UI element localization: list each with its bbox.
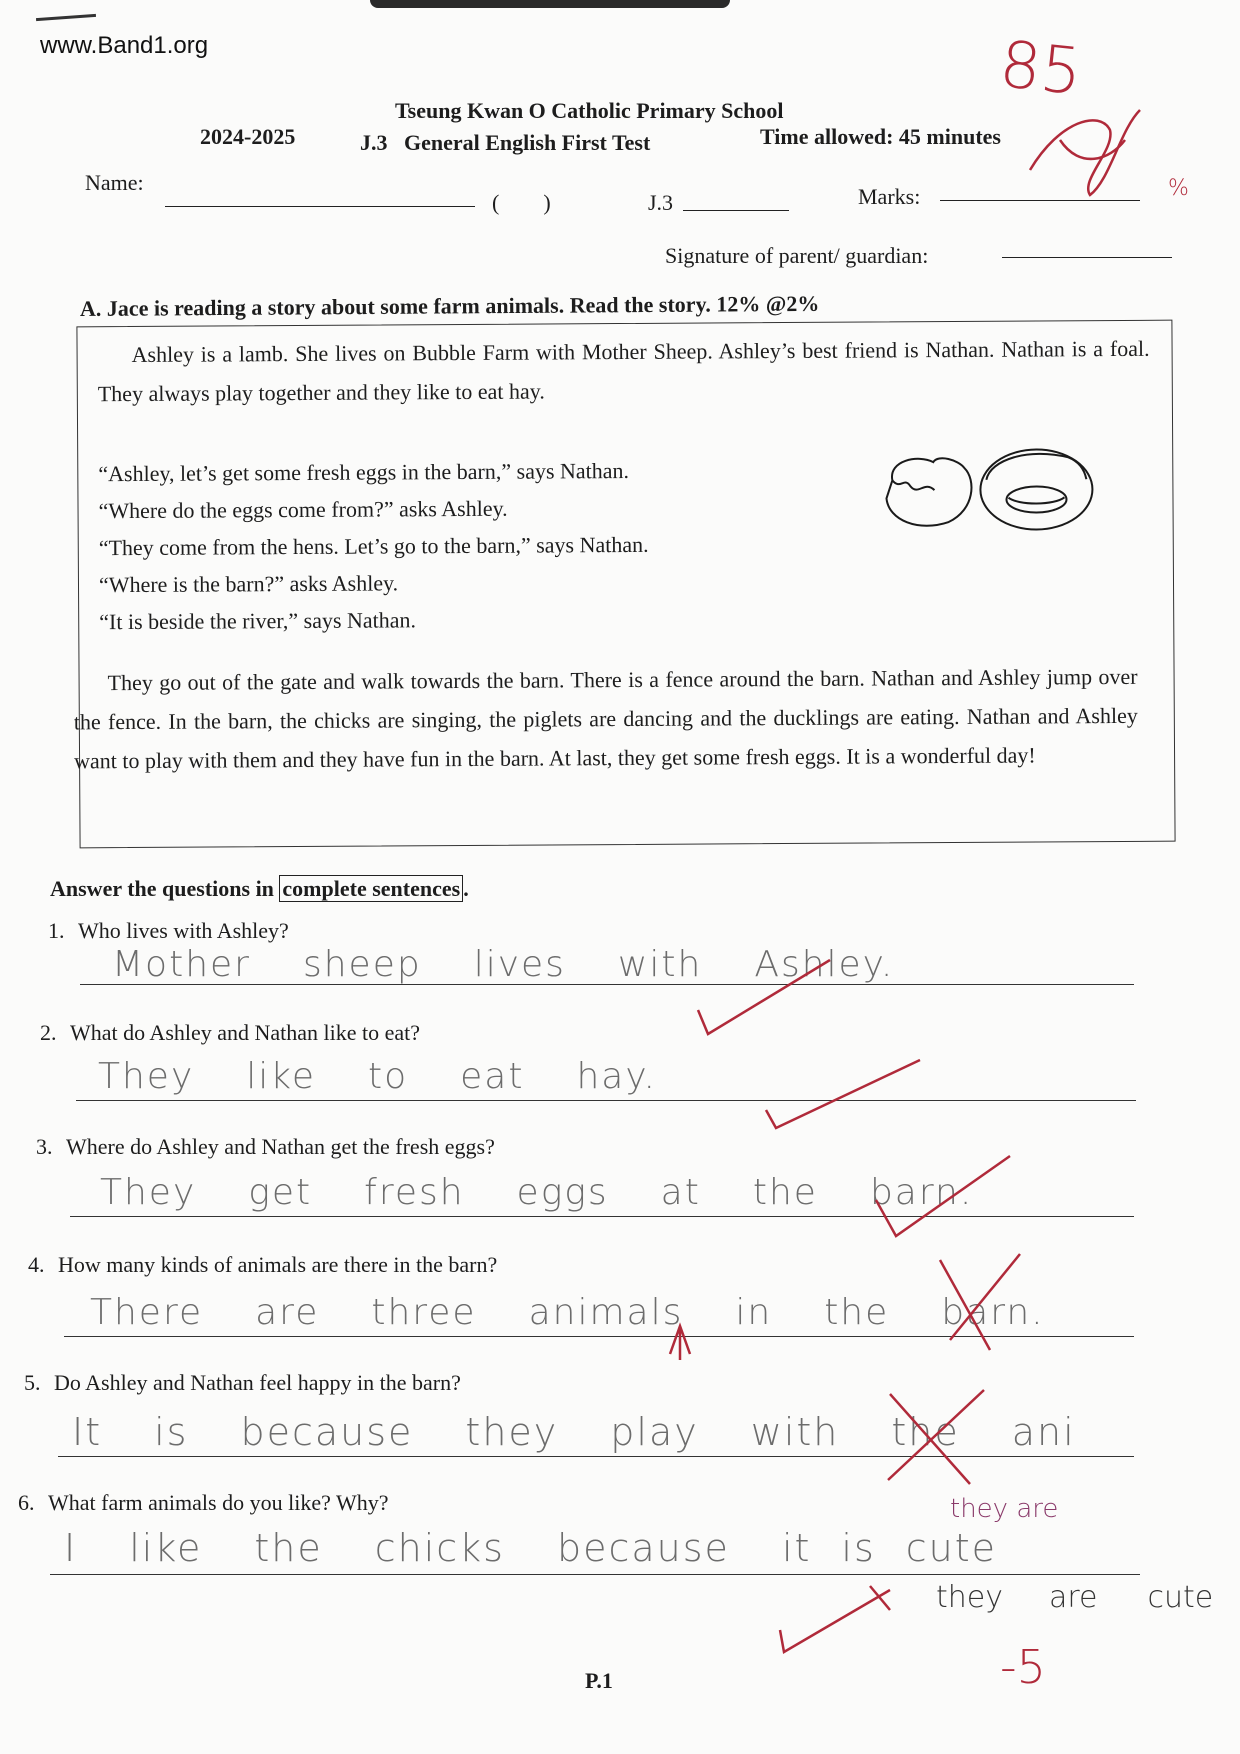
question-number: 1. — [48, 918, 65, 943]
check-mark — [760, 1054, 930, 1134]
cross-mark — [880, 1384, 1000, 1494]
answer-word: like — [246, 1056, 316, 1097]
answer-6 — [64, 1526, 997, 1570]
marks-label: Marks: — [858, 184, 921, 209]
question-3 — [36, 1134, 495, 1160]
dialogue-line: “They come from the hens. Let’s go to the barn,” says Nathan. — [98, 531, 649, 561]
answer-word: because — [556, 1526, 730, 1570]
scan-mark — [36, 14, 96, 21]
time-allowed: Time allowed: 45 minutes — [760, 124, 1001, 149]
answer-word: It — [72, 1410, 103, 1454]
check-mark — [870, 1150, 1020, 1240]
answer-line[interactable] — [50, 1574, 1140, 1575]
answer-word: with — [750, 1410, 840, 1454]
answer-word: get — [248, 1172, 313, 1213]
answer-word: at — [660, 1172, 701, 1213]
class-field[interactable] — [683, 210, 789, 211]
dialogue-line: “Where do the eggs come from?” asks Ashley. — [98, 495, 508, 524]
correction-insert: they are — [950, 1494, 1059, 1524]
answer-word: animals — [528, 1292, 684, 1333]
answer-word: They — [98, 1056, 195, 1097]
answer-word: fresh — [364, 1172, 465, 1213]
answer-word: barn. — [869, 1172, 974, 1213]
answer-word: are — [255, 1292, 320, 1333]
question-number: 4. — [28, 1252, 45, 1277]
signature-label: Signature of parent/ guardian: — [665, 243, 929, 268]
name-label: Name: — [85, 170, 144, 195]
instruction-end: . — [463, 876, 469, 901]
answer-word: hay. — [576, 1056, 657, 1097]
answer-word: the — [752, 1172, 818, 1213]
answer-word: to — [367, 1056, 409, 1097]
question-5 — [24, 1370, 461, 1396]
answer-word: is — [841, 1526, 876, 1570]
dialogue-line: “Ashley, let’s get some fresh eggs in the barn,” says Nathan. — [98, 457, 630, 487]
answer-word: eat — [460, 1056, 525, 1097]
answer-word: like — [129, 1526, 203, 1570]
check-mark — [770, 1580, 910, 1660]
answer-word: chicks — [374, 1526, 505, 1570]
insert-caret — [666, 1320, 696, 1360]
question-text: What farm animals do you like? Why? — [48, 1490, 389, 1515]
instruction — [50, 876, 469, 902]
section-a-title: A. Jace is reading a story about some farm animals. Read the story. 12% @2% — [79, 290, 820, 321]
question-4 — [28, 1252, 497, 1278]
answer-word: the — [891, 1410, 960, 1454]
dialogue-line: “It is beside the river,” says Nathan. — [99, 607, 417, 635]
story-box — [73, 320, 1175, 849]
answer-line[interactable] — [76, 1100, 1136, 1101]
question-text: What do Ashley and Nathan like to eat? — [70, 1020, 421, 1045]
answer-word: three — [371, 1292, 477, 1333]
answer-word: cute — [905, 1526, 998, 1570]
answer-word: Mother — [112, 944, 251, 985]
school-name: Tseung Kwan O Catholic Primary School — [395, 98, 784, 123]
question-1 — [48, 918, 289, 944]
story-paragraph-1: Ashley is a lamb. She lives on Bubble Farm with Mother Sheep. Ashley’s best friend is Nathan. Nathan is a foal. They always play together and they like to eat hay. — [97, 335, 1150, 407]
question-text: How many kinds of animals are there in the barn? — [58, 1252, 498, 1277]
answer-word: it — [781, 1526, 812, 1570]
answer-word: is — [154, 1410, 189, 1454]
answer-word: barn. — [941, 1292, 1045, 1333]
question-text: Do Ashley and Nathan feel happy in the barn? — [54, 1370, 461, 1395]
answer-word: the — [254, 1526, 323, 1570]
eggshell-illustration — [878, 439, 1119, 540]
question-number: 3. — [36, 1134, 53, 1159]
answer-word: I — [64, 1526, 78, 1570]
signature-field[interactable] — [1002, 257, 1172, 258]
score-mark: 85 — [996, 27, 1086, 111]
correction-word: cute — [1147, 1580, 1214, 1615]
correction-rewrite — [936, 1580, 1213, 1615]
answer-2 — [98, 1056, 709, 1097]
answer-word: with — [617, 944, 703, 985]
answer-word: eggs — [516, 1172, 609, 1213]
question-2 — [40, 1020, 420, 1046]
answer-word: because — [240, 1410, 414, 1454]
question-6 — [18, 1490, 388, 1516]
instruction-text: Answer the questions in — [50, 876, 280, 901]
dialogue-line: “Where is the barn?” asks Ashley. — [98, 570, 399, 598]
name-field[interactable] — [165, 206, 475, 207]
page-number: P.1 — [585, 1668, 613, 1693]
answer-word: play — [610, 1410, 699, 1454]
question-number: 2. — [40, 1020, 57, 1045]
class-label: J.3 — [648, 190, 674, 215]
deduction-mark: -5 — [1000, 1640, 1046, 1694]
question-text: Where do Ashley and Nathan get the fresh eggs? — [66, 1134, 495, 1159]
correction-word: are — [1049, 1580, 1098, 1615]
question-number: 5. — [24, 1370, 41, 1395]
answer-word: they — [465, 1410, 559, 1454]
answer-word: the — [824, 1292, 890, 1333]
answer-word: sheep — [302, 944, 422, 985]
school-year: 2024-2025 — [200, 124, 296, 149]
question-text: Who lives with Ashley? — [78, 918, 289, 943]
cross-mark — [930, 1250, 1040, 1360]
answer-word: lives — [473, 944, 566, 985]
instruction-boxed: complete sentences — [279, 875, 463, 902]
correction-word: they — [936, 1580, 1003, 1615]
answer-word: in — [735, 1292, 773, 1333]
scan-edge — [370, 0, 730, 8]
check-mark — [690, 950, 840, 1040]
answer-word: There — [90, 1292, 204, 1333]
answer-word: ani — [1011, 1410, 1076, 1454]
site-watermark: www.Band1.org — [40, 32, 209, 59]
answer-word: Ashley. — [754, 944, 895, 985]
story-paragraph-2: They go out of the gate and walk towards the barn. There is a fence around the barn. Nathan and Ashley jump over the fence. In the barn, the chicks are singing, the piglets are dancing and the ducklings are eating. Nathan and Ashley want to play with them and they have fun in the barn. At last, they get some fresh eggs. It is a wonderful day! — [73, 663, 1138, 774]
class-number-paren: ( ) — [492, 190, 551, 215]
question-number: 6. — [18, 1490, 35, 1515]
test-title: J.3 General English First Test — [360, 130, 651, 155]
answer-word: They — [100, 1172, 197, 1213]
percent-mark: % — [1168, 176, 1189, 201]
